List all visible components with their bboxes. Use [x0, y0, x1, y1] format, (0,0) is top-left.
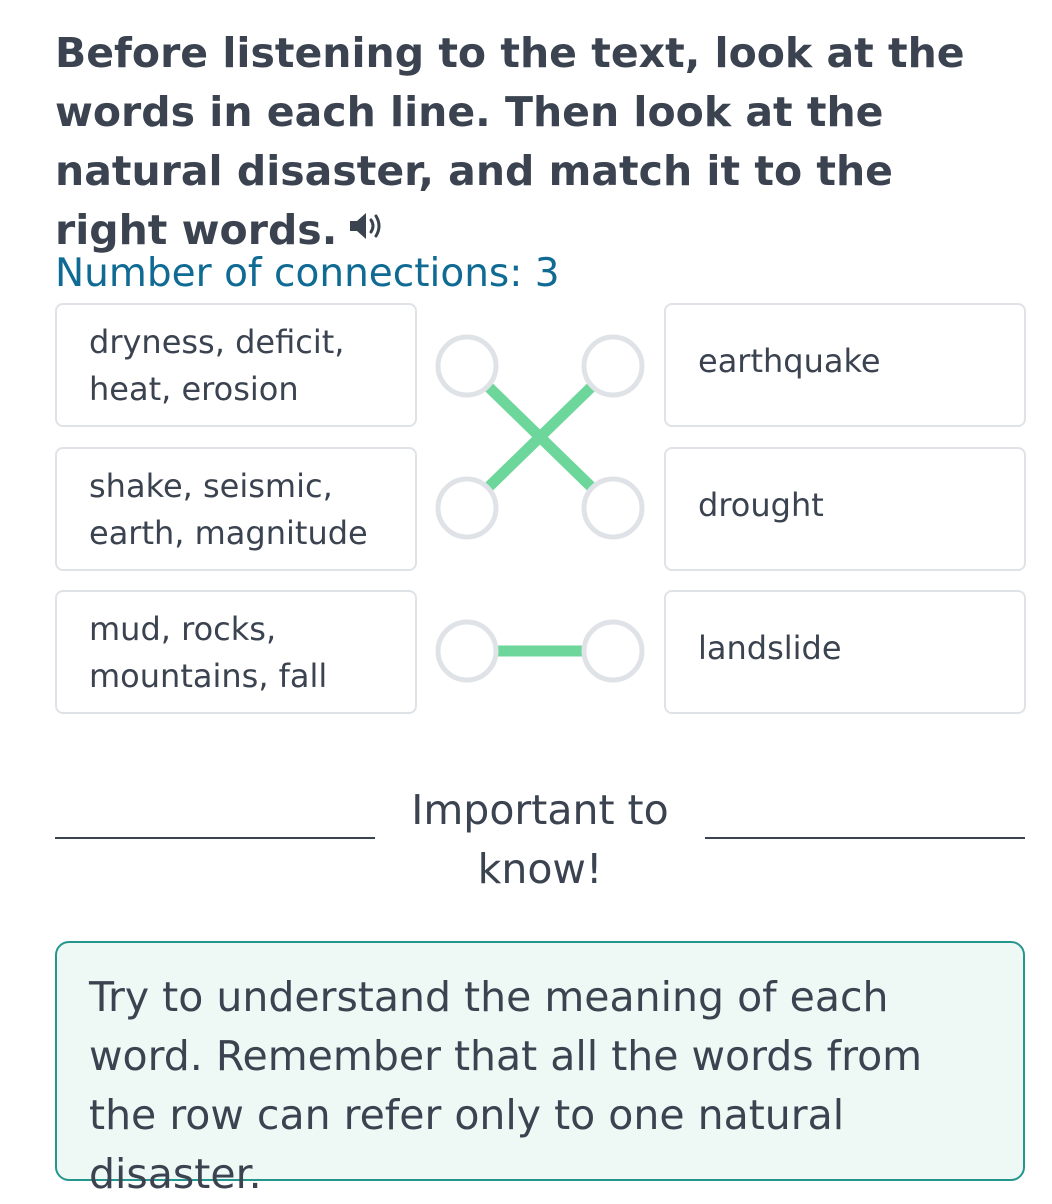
connector-nodes: [438, 337, 642, 680]
tip-box: [55, 941, 1025, 1198]
left-item-label: dryness, deficit, heat, erosion: [89, 323, 345, 408]
right-connector-node-1[interactable]: [584, 337, 642, 395]
right-connector-node-3[interactable]: [584, 622, 642, 680]
instruction-label: Before listening to the text, look at the words in each line. Then look at the natural disaster, and match it to the right words.: [55, 29, 965, 254]
right-item-label: landslide: [698, 628, 842, 667]
left-connector-node-3[interactable]: [438, 622, 496, 680]
tip-text: Try to understand the meaning of each word. Remember that all the words from the row can refer only to one natural disaster.: [89, 973, 923, 1198]
right-item-label: drought: [698, 485, 824, 524]
divider-right: [705, 837, 1025, 839]
left-connector-node-2[interactable]: [438, 479, 496, 537]
left-connector-node-1[interactable]: [438, 337, 496, 395]
connections-count: Number of connections: 3: [55, 251, 560, 296]
divider-left: [55, 837, 375, 839]
connector-lines: [489, 388, 591, 651]
right-item-label: earthquake: [698, 341, 881, 380]
left-item-label: shake, seismic, earth, magnitude: [89, 467, 368, 552]
important-heading: Important to know!: [411, 786, 669, 893]
right-connector-node-2[interactable]: [584, 479, 642, 537]
left-item-label: mud, rocks, mountains, fall: [89, 610, 328, 695]
